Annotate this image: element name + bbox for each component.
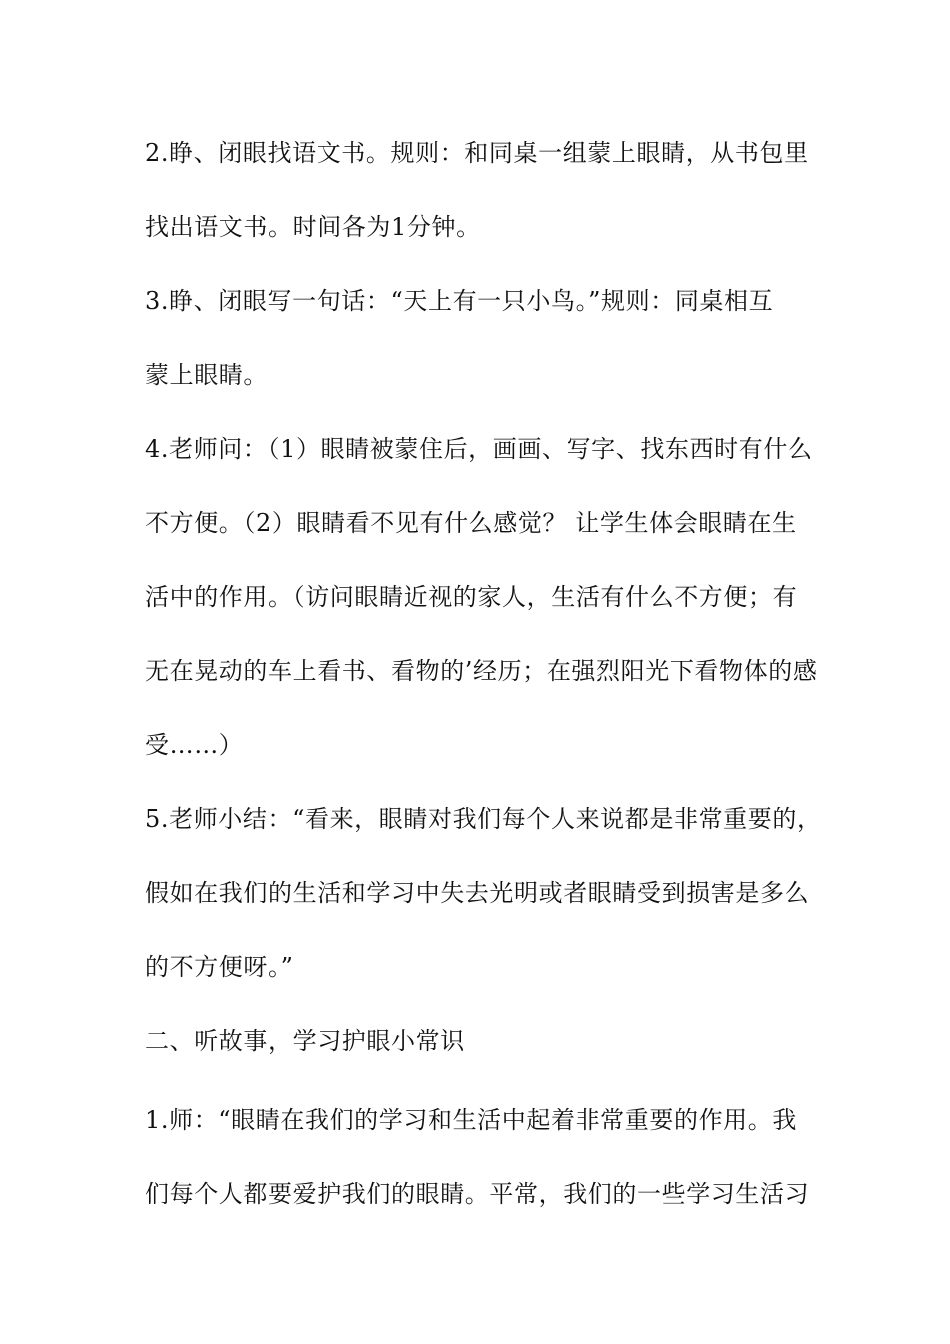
text-line: 不方便。（2）眼睛看不见有什么感觉？ 让学生体会眼睛在生 (145, 509, 797, 537)
text-line: 无在晃动的车上看书、看物的’经历；在强烈阳光下看物体的感 (145, 657, 818, 685)
text-line: 受……） (145, 731, 244, 759)
text-line: 4.老师问：（1）眼睛被蒙住后，画画、写字、找东西时有什么 (145, 435, 813, 463)
text-line: 1.师：“眼睛在我们的学习和生活中起着非常重要的作用。我 (145, 1106, 797, 1134)
text-line: 蒙上眼睛。 (145, 361, 268, 389)
text-line: 活中的作用。（访问眼睛近视的家人，生活有什么不方便；有 (145, 583, 798, 611)
text-line: 们每个人都要爱护我们的眼睛。平常，我们的一些学习生活习 (145, 1180, 810, 1208)
text-line: 2.睁、闭眼找语文书。规则：和同桌一组蒙上眼睛，从书包里 (145, 139, 809, 167)
text-line: 3.睁、闭眼写一句话：“天上有一只小鸟。”规则：同桌相互 (145, 287, 774, 315)
text-line: 的不方便呀。” (145, 953, 294, 981)
text-line: 找出语文书。时间各为1分钟。 (145, 213, 481, 241)
section-heading: 二、听故事，学习护眼小常识 (145, 1027, 465, 1055)
text-line: 假如在我们的生活和学习中失去光明或者眼睛受到损害是多么 (145, 879, 810, 907)
text-line: 5.老师小结：“看来，眼睛对我们每个人来说都是非常重要的， (145, 805, 822, 833)
